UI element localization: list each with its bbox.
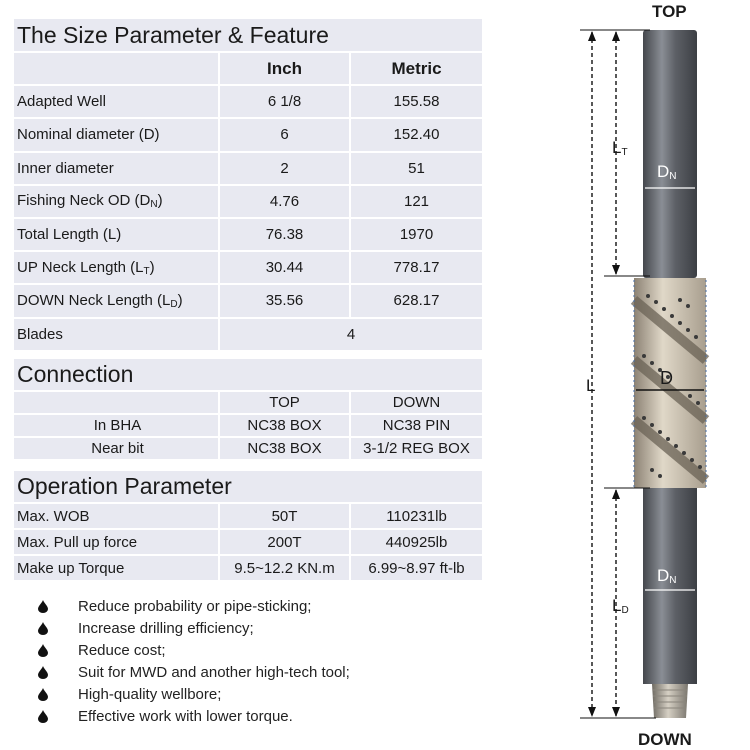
dn-sub: N	[669, 171, 677, 182]
down-value: NC38 PIN	[351, 415, 482, 438]
lt-sub: T	[621, 147, 628, 158]
metric-value: 51	[351, 153, 482, 186]
dn-main: D	[657, 566, 670, 585]
row-label-sub: T	[143, 265, 150, 277]
size-table-title: The Size Parameter & Feature	[14, 19, 482, 53]
list-item	[38, 597, 458, 619]
connection-title: Connection	[14, 359, 482, 392]
drop-bullet-icon	[38, 666, 48, 679]
dn-main: D	[657, 162, 670, 181]
lt-label	[612, 138, 628, 158]
row-label-suffix: )	[157, 192, 163, 210]
dn-label-top	[657, 162, 677, 182]
feature-text: Reduce probability or pipe-sticking;	[78, 598, 312, 615]
col-header-metric: Metric	[351, 53, 482, 86]
l-label: L	[586, 376, 596, 395]
row-label: Inner diameter	[14, 153, 220, 186]
row-label: Near bit	[14, 438, 220, 461]
down-value: 3-1/2 REG BOX	[351, 438, 482, 461]
inch-value: 35.56	[220, 285, 351, 318]
row-label-suffix: )	[177, 291, 183, 309]
table-row	[14, 285, 482, 318]
table-row	[14, 219, 482, 252]
metric-value: 121	[351, 186, 482, 219]
list-item	[38, 641, 458, 663]
connection-header-blank	[14, 392, 220, 415]
row-label-text: Fishing Neck OD (D	[17, 192, 151, 210]
top-label: TOP	[652, 2, 687, 21]
stabilizer-diagram	[560, 0, 750, 750]
metric-value: 778.17	[351, 252, 482, 285]
table-row	[14, 186, 482, 219]
value-a: 50T	[220, 504, 351, 530]
connection-title-row	[14, 359, 482, 392]
row-label-text: DOWN Neck Length (L	[17, 291, 171, 309]
size-table-header-row	[14, 53, 482, 86]
down-neck-pipe	[643, 488, 697, 684]
table-row	[14, 252, 482, 285]
row-label: Nominal diameter (D)	[14, 119, 220, 152]
operation-title-row	[14, 471, 482, 504]
value-b: 6.99~8.97 ft-lb	[351, 556, 482, 582]
list-item	[38, 663, 458, 685]
feature-text: High-quality wellbore;	[78, 686, 222, 703]
value-b: 440925lb	[351, 530, 482, 556]
table-row	[14, 153, 482, 186]
size-parameter-table	[14, 19, 482, 352]
table-row	[14, 86, 482, 119]
connection-table	[14, 359, 482, 461]
d-label: D	[660, 368, 673, 388]
row-label: Blades	[14, 319, 220, 352]
up-neck-pipe	[643, 30, 697, 278]
list-item	[38, 685, 458, 707]
metric-value: 152.40	[351, 119, 482, 152]
blades-value: 4	[220, 319, 482, 352]
drop-bullet-icon	[38, 600, 48, 613]
row-label	[14, 285, 220, 318]
metric-value: 155.58	[351, 86, 482, 119]
pin-connection	[652, 684, 688, 718]
list-item	[38, 619, 458, 641]
table-row	[14, 504, 482, 530]
feature-list	[38, 597, 458, 729]
feature-text: Increase drilling efficiency;	[78, 620, 254, 637]
inch-value: 4.76	[220, 186, 351, 219]
row-label-sub: D	[170, 298, 178, 310]
row-label-sub: N	[150, 199, 158, 211]
row-label	[14, 186, 220, 219]
drop-bullet-icon	[38, 644, 48, 657]
row-label: Max. Pull up force	[14, 530, 220, 556]
inch-value: 30.44	[220, 252, 351, 285]
inch-value: 6 1/8	[220, 86, 351, 119]
size-table-header-blank	[14, 53, 220, 86]
value-a: 9.5~12.2 KN.m	[220, 556, 351, 582]
connection-header-row	[14, 392, 482, 415]
row-label: Total Length (L)	[14, 219, 220, 252]
table-row	[14, 119, 482, 152]
row-label: Adapted Well	[14, 86, 220, 119]
down-label: DOWN	[638, 730, 692, 749]
value-b: 110231lb	[351, 504, 482, 530]
ld-sub: D	[621, 605, 629, 616]
row-label: In BHA	[14, 415, 220, 438]
inch-value: 6	[220, 119, 351, 152]
row-label-suffix: )	[149, 258, 155, 276]
size-table-title-row	[14, 19, 482, 53]
metric-value: 1970	[351, 219, 482, 252]
drop-bullet-icon	[38, 710, 48, 723]
feature-text: Reduce cost;	[78, 642, 166, 659]
row-label: Make up Torque	[14, 556, 220, 582]
dn-sub: N	[669, 575, 677, 586]
drop-bullet-icon	[38, 688, 48, 701]
ld-label	[612, 596, 629, 616]
table-row	[14, 319, 482, 352]
table-row	[14, 415, 482, 438]
col-header-top: TOP	[220, 392, 351, 415]
row-label	[14, 252, 220, 285]
table-row	[14, 556, 482, 582]
inch-value: 76.38	[220, 219, 351, 252]
inch-value: 2	[220, 153, 351, 186]
drop-bullet-icon	[38, 622, 48, 635]
row-label: Max. WOB	[14, 504, 220, 530]
operation-title: Operation Parameter	[14, 471, 482, 504]
metric-value: 628.17	[351, 285, 482, 318]
top-value: NC38 BOX	[220, 415, 351, 438]
col-header-inch: Inch	[220, 53, 351, 86]
operation-table	[14, 471, 482, 582]
ld-main: L	[612, 596, 622, 615]
row-label-text: UP Neck Length (L	[17, 258, 144, 276]
feature-text: Suit for MWD and another high-tech tool;	[78, 664, 350, 681]
list-item	[38, 707, 458, 729]
dn-label-bottom	[657, 566, 677, 586]
lt-main: L	[612, 138, 622, 157]
table-row	[14, 530, 482, 556]
stabilizer-drawing	[560, 0, 750, 750]
table-row	[14, 438, 482, 461]
value-a: 200T	[220, 530, 351, 556]
col-header-down: DOWN	[351, 392, 482, 415]
feature-text: Effective work with lower torque.	[78, 708, 293, 725]
top-value: NC38 BOX	[220, 438, 351, 461]
